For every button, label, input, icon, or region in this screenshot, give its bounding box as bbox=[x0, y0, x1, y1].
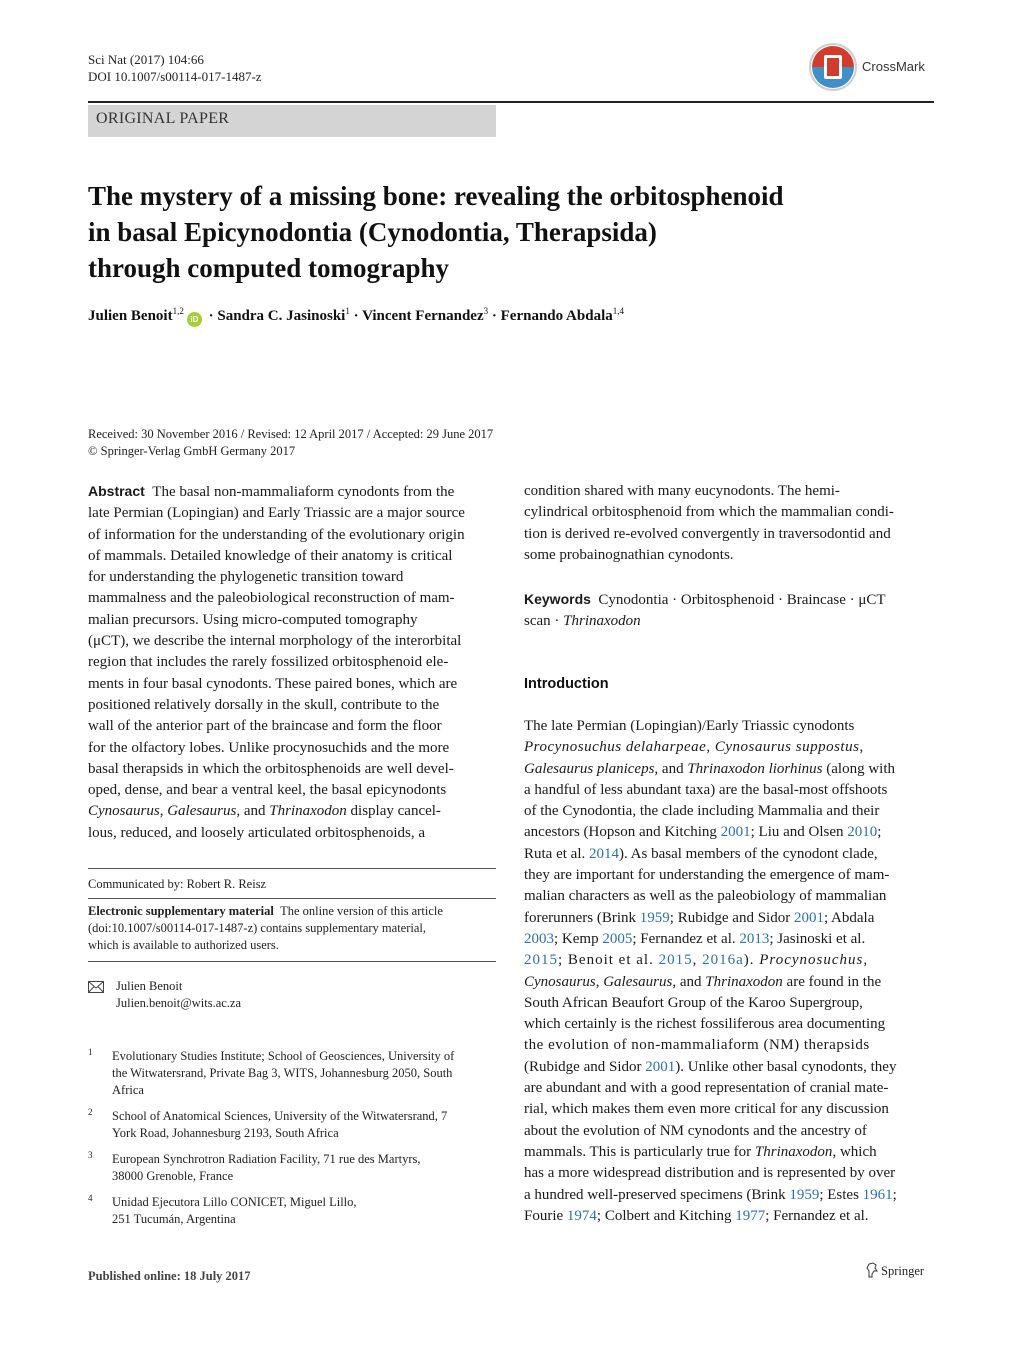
abstract-line: oped, dense, and bear a ventral keel, the basal epicynodonts bbox=[88, 782, 447, 799]
publisher-name: Springer bbox=[881, 1264, 925, 1278]
contact-name: Julien Benoit bbox=[116, 979, 183, 993]
notes-divider bbox=[88, 961, 496, 962]
esm-doi[interactable]: (doi:10.1007/s00114-017-1487-z) contains supplementary material, bbox=[88, 921, 427, 935]
author-affil-sup: 1 bbox=[345, 306, 350, 316]
affiliation-1: 1 Evolutionary Studies Institute; School of Geosciences, University of the Witwatersrand, Private Bag 3, WITS, Johannesburg 2050, South Africa bbox=[88, 1047, 455, 1097]
abstract-line: for the olfactory lobes. Unlike procynosuchids and the more bbox=[88, 739, 450, 756]
abstract-line: of information for the understanding of the evolutionary origin bbox=[88, 526, 465, 543]
title-line-3: through computed tomography bbox=[88, 253, 450, 283]
affiliation-2: 2 School of Anatomical Sciences, University of the Witwatersrand, 7 York Road, Johannesburg 2193, South Africa bbox=[88, 1107, 448, 1140]
published-date: Published online: 18 July 2017 bbox=[88, 1269, 251, 1283]
abstract-line: condition shared with many eucynodonts. The hemi- bbox=[524, 483, 840, 499]
author-list bbox=[88, 306, 624, 327]
author-name[interactable]: Vincent Fernandez bbox=[362, 308, 484, 324]
contact-email[interactable]: Julien.benoit@wits.ac.za bbox=[116, 996, 242, 1010]
abstract-continued bbox=[524, 481, 934, 566]
abstract-line: Cynosaurus, Galesaurus, and Thrinaxodon display cancel- bbox=[88, 803, 441, 820]
abstract-line: ments in four basal cynodonts. These paired bones, which are bbox=[88, 675, 458, 692]
introduction-body: The late Permian (Lopingian)/Early Triassic cynodonts Procynosuchus delaharpeae, Cynosaurus suppostus, Galesaurus planiceps, and Thrinaxodon liorhinus (along with a handful of less abundant taxa) are the basal-most offshoots of the Cynodontia, the clade including Mammalia and their ancestors (Hopson and Kitching 2001; Liu and Olsen 2010; Ruta et al. 2014). As basal members of the cynodont clade, they are important for understanding the emergence of mam- malian characters as well as the paleobiology of mammalian forerunners (Brink 1959; Rubidge and Sidor 2001; Abdala 2003; Kemp 2005; Fernandez et al. 2013; Jasinoski et al. 2015; Benoit et al. 2015, 2016a). Procynosuchus, Cynosaurus, Galesaurus, and Thrinaxodon are found in the South African Beaufort Group of the Karoo Supergroup, which certainly is the richest fossiliferous area documenting the evolution of non-mammaliaform (NM) therapsids (Rubidge and Sidor 2001). Unlike other basal cynodonts, they are abundant and with a good representation of cranial mate- rial, which makes them even more critical for any discussion about the evolution of NM cynodonts and the ancestry of mammals. This is particularly true for Thrinaxodon, which has a more widespread distribution and is represented by over a hundred well-preserved specimens (Brink 1959; Estes 1961; Fourie 1974; Colbert and Kitching 1977; Fernandez et al. bbox=[524, 718, 897, 1224]
keywords: Keywords Cynodontia · Orbitosphenoid · Braincase · μCT scan · Thrinaxodon bbox=[524, 591, 886, 630]
envelope-icon bbox=[88, 980, 104, 992]
notes-divider bbox=[88, 868, 496, 869]
abstract-line: malian precursors. Using micro-computed tomography bbox=[88, 611, 418, 628]
orcid-icon[interactable]: iD bbox=[187, 312, 202, 327]
doi[interactable]: DOI 10.1007/s00114-017-1487-z bbox=[88, 69, 262, 84]
header-divider bbox=[88, 101, 934, 103]
article-title bbox=[88, 178, 928, 286]
author-affil-sup: 1,2 bbox=[172, 306, 184, 316]
keywords-list: Cynodontia · Orbitosphenoid · Braincase · μCT bbox=[598, 592, 886, 608]
abstract-line: of mammals. Detailed knowledge of their anatomy is critical bbox=[88, 547, 453, 564]
author-name[interactable]: Sandra C. Jasinoski bbox=[217, 308, 346, 324]
abstract-label: Abstract bbox=[88, 483, 145, 499]
article-dates bbox=[88, 426, 493, 460]
article-type-band bbox=[88, 105, 496, 137]
abstract-line: lous, reduced, and loosely articulated orbitosphenoids, a bbox=[88, 824, 425, 841]
journal-citation: Sci Nat (2017) 104:66 bbox=[88, 52, 204, 67]
abstract-line: Abstract The basal non-mammaliaform cynodonts from the bbox=[88, 483, 455, 500]
abstract-line: tion is derived re-evolved convergently in traversodontid and bbox=[524, 525, 891, 542]
communicated-by: Communicated by: Robert R. Reisz bbox=[88, 877, 267, 891]
abstract-line: wall of the anterior part of the braincase and form the floor bbox=[88, 718, 442, 735]
title-line-1: The mystery of a missing bone: revealing the orbitosphenoid bbox=[88, 181, 784, 211]
author-affil-sup: 1,4 bbox=[612, 306, 624, 316]
abstract-line: some probainognathian cynodonts. bbox=[524, 546, 734, 563]
abstract-line: region that includes the rarely fossilized orbitosphenoid ele- bbox=[88, 654, 449, 671]
author-name[interactable]: Julien Benoit bbox=[88, 308, 173, 324]
copyright: © Springer-Verlag GmbH Germany 2017 bbox=[88, 444, 296, 458]
crossmark-label[interactable]: CrossMark bbox=[862, 59, 925, 74]
keywords-label: Keywords bbox=[524, 591, 591, 607]
article-type: ORIGINAL PAPER bbox=[96, 110, 230, 127]
esm-note: Electronic supplementary material The online version of this article (doi:10.1007/s00114-017-1487-z) contains supplementary material, which is available to authorized users. bbox=[88, 903, 496, 954]
author-separator: · bbox=[353, 308, 359, 324]
title-line-2: in basal Epicynodontia (Cynodontia, Therapsida) bbox=[88, 217, 657, 247]
abstract-line: mammalness and the paleobiological reconstruction of mam- bbox=[88, 590, 455, 607]
history-dates: Received: 30 November 2016 / Revised: 12 April 2017 / Accepted: 29 June 2017 bbox=[88, 427, 494, 441]
abstract-line: late Permian (Lopingian) and Early Triassic are a major source bbox=[88, 505, 465, 522]
notes-divider bbox=[88, 898, 496, 899]
abstract-line: for understanding the phylogenetic transition toward bbox=[88, 569, 404, 586]
author-name[interactable]: Fernando Abdala bbox=[500, 308, 613, 324]
esm-label: Electronic supplementary material bbox=[88, 904, 274, 918]
affiliation-3: 3 European Synchrotron Radiation Facility, 71 rue des Martyrs, 38000 Grenoble, France bbox=[88, 1150, 421, 1183]
author-separator: · bbox=[491, 308, 497, 324]
affiliation-4: 4 Unidad Ejecutora Lillo CONICET, Miguel Lillo, 251 Tucumán, Argentina bbox=[88, 1193, 357, 1226]
abstract-line: positioned relatively dorsally in the skull, contribute to the bbox=[88, 696, 440, 713]
section-heading-introduction: Introduction bbox=[524, 676, 609, 692]
abstract-line: basal therapsids in which the orbitosphenoids are well devel- bbox=[88, 760, 454, 777]
author-affil-sup: 3 bbox=[483, 306, 489, 316]
crossmark-logo-icon[interactable] bbox=[808, 42, 858, 92]
abstract bbox=[88, 481, 496, 844]
springer-horse-icon bbox=[866, 1262, 878, 1278]
abstract-line: cylindrical orbitosphenoid from which the mammalian condi- bbox=[524, 504, 894, 521]
author-separator: · bbox=[208, 308, 214, 324]
abstract-line: (μCT), we describe the internal morphology of the interorbital bbox=[88, 633, 462, 650]
